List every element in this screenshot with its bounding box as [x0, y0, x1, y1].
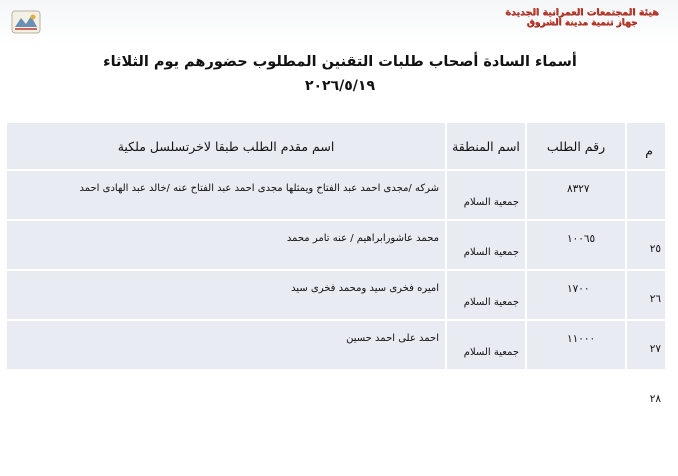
cell-name: احمد على احمد حسين	[6, 320, 446, 370]
cell-request: ٨٣٢٧	[526, 170, 626, 220]
authority-logo-icon	[11, 10, 41, 34]
cell-name: شركه /مجدى احمد عبد الفتاح ويمثلها مجدى احمد عبد الفتاح عنه /خالد عبد الهادى احمد	[6, 170, 446, 220]
cell-number: ٢٧	[626, 270, 666, 320]
cell-number: ٢٥	[626, 170, 666, 220]
table-row	[6, 270, 666, 320]
header-number: م	[626, 122, 666, 170]
org-line-1: هيئة المجتمعات العمرانية الجديدة	[505, 7, 659, 18]
applicants-table	[5, 121, 667, 405]
org-line-2: جهاز تنمية مدينة الشروق	[526, 18, 638, 28]
page-date: ٢٠٢٦/٥/١٩	[304, 78, 376, 94]
table-header-row	[6, 122, 666, 170]
table-row	[6, 320, 666, 370]
header-name: اسم مقدم الطلب طبقا لاخرتسلسل ملكية	[6, 122, 446, 170]
cell-name: اميره فخرى سيد ومحمد فخرى سيد	[6, 270, 446, 320]
cell-request: ١٧٠٠	[526, 270, 626, 320]
cell-request: ١١٠٠٠	[526, 320, 626, 370]
cell-region: جمعية السلام	[446, 170, 526, 220]
header-request: رقم الطلب	[526, 122, 626, 170]
cell-number: ٢٦	[626, 220, 666, 270]
organization-name	[502, 7, 662, 29]
cell-region: جمعية السلام	[446, 320, 526, 370]
cell-name: محمد عاشورابراهيم / عنه تامر محمد	[6, 220, 446, 270]
page-title: أسماء السادة أصحاب طلبات التقنين المطلوب حضورهم يوم الثلاثاء	[103, 54, 577, 70]
cell-region: جمعية السلام	[446, 270, 526, 320]
table-row	[6, 170, 666, 220]
table-row	[6, 220, 666, 270]
cell-request: ١٠٠٦٥	[526, 220, 626, 270]
cell-number: ٢٨	[626, 320, 666, 370]
cell-region: جمعية السلام	[446, 220, 526, 270]
header-region: اسم المنطقة	[446, 122, 526, 170]
